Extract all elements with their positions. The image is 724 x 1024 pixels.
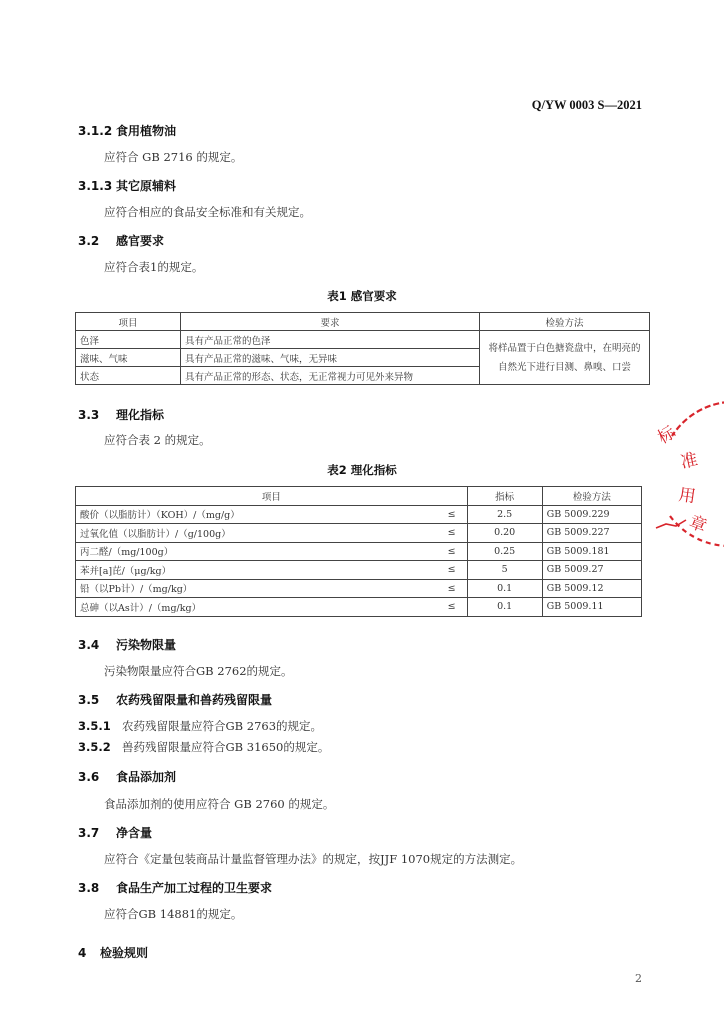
section-3-7-heading: 3.7 净含量 — [78, 826, 153, 840]
table-row — [76, 542, 642, 561]
sensory-requirements-table — [75, 312, 650, 385]
section-3-1-3-text: 应符合相应的食品安全标准和有关规定。 — [104, 205, 311, 219]
table-cell-operator: ≤ — [437, 579, 468, 598]
table-cell-item: 苯并[a]芘/（μg/kg） — [76, 561, 437, 580]
table-cell-method: GB 5009.11 — [542, 598, 641, 617]
page-number: 2 — [635, 972, 642, 985]
table-cell-item: 铅（以Pb计）/（mg/kg） — [76, 579, 437, 598]
table-cell-requirement: 具有产品正常的色泽 — [181, 331, 480, 349]
table-header-row — [76, 487, 642, 506]
section-3-4-heading: 3.4 污染物限量 — [78, 638, 177, 652]
table-cell-operator: ≤ — [437, 524, 468, 543]
stamp-char: 用 — [677, 485, 697, 508]
table-cell-item: 状态 — [76, 367, 181, 385]
section-3-4-text: 污染物限量应符合GB 2762的规定。 — [104, 664, 293, 678]
table-cell-operator: ≤ — [437, 561, 468, 580]
stamp-char: 标 — [654, 422, 680, 449]
table-header-row — [76, 313, 650, 331]
table-cell-operator: ≤ — [437, 505, 468, 524]
section-3-1-2-heading: 3.1.2 食用植物油 — [78, 124, 177, 138]
table-cell-value: 0.1 — [467, 579, 542, 598]
table2-caption: 表2 理化指标 — [327, 463, 397, 477]
section-3-1-3-heading: 3.1.3 其它原辅料 — [78, 179, 177, 193]
table-cell-value: 0.1 — [467, 598, 542, 617]
table-row — [76, 579, 642, 598]
table-cell-requirement: 具有产品正常的形态、状态，无正常视力可见外来异物 — [181, 367, 480, 385]
table-cell-item: 酸价（以脂肪计）（KOH）/（mg/g） — [76, 505, 437, 524]
table-cell-value: 5 — [467, 561, 542, 580]
table-cell-requirement: 具有产品正常的滋味、气味，无异味 — [181, 349, 480, 367]
table-row — [76, 524, 642, 543]
table-row — [76, 561, 642, 580]
section-3-8-heading: 3.8 食品生产加工过程的卫生要求 — [78, 881, 273, 895]
table-header: 指标 — [467, 487, 542, 506]
section-3-7-text: 应符合《定量包装商品计量监督管理办法》的规定，按JJF 1070规定的方法测定。 — [104, 852, 523, 866]
table-cell-value: 0.20 — [467, 524, 542, 543]
table-cell-item: 过氧化值（以脂肪计）/（g/100g） — [76, 524, 437, 543]
table-cell-value: 2.5 — [467, 505, 542, 524]
section-3-2-heading: 3.2 感官要求 — [78, 234, 165, 248]
table-cell-method: 将样品置于白色搪瓷盘中，在明亮的自然光下进行目测、鼻嗅、口尝 — [480, 331, 650, 385]
table-row — [76, 331, 650, 349]
stamp-char: 章 — [686, 512, 710, 538]
table-cell-operator: ≤ — [437, 542, 468, 561]
table-header: 项目 — [76, 487, 468, 506]
table-cell-item: 色泽 — [76, 331, 181, 349]
table-header: 要求 — [181, 313, 480, 331]
section-3-2-text: 应符合表1的规定。 — [104, 260, 204, 274]
table-row — [76, 598, 642, 617]
section-3-3-heading: 3.3 理化指标 — [78, 408, 165, 422]
table-cell-value: 0.25 — [467, 542, 542, 561]
section-3-1-2-text: 应符合 GB 2716 的规定。 — [104, 150, 243, 164]
section-3-3-text: 应符合表 2 的规定。 — [104, 433, 211, 447]
section-3-8-text: 应符合GB 14881的规定。 — [104, 907, 243, 921]
table-cell-item: 丙二醛/（mg/100g） — [76, 542, 437, 561]
section-3-5-2: 3.5.2 兽药残留限量应符合GB 31650的规定。 — [78, 740, 330, 754]
table-cell-method: GB 5009.12 — [542, 579, 641, 598]
physicochemical-table — [75, 486, 642, 617]
table-cell-item: 总砷（以As计）/（mg/kg） — [76, 598, 437, 617]
section-3-6-heading: 3.6 食品添加剂 — [78, 770, 177, 784]
table-cell-method: GB 5009.181 — [542, 542, 641, 561]
standard-code: Q/YW 0003 S—2021 — [531, 98, 642, 112]
table-cell-method: GB 5009.229 — [542, 505, 641, 524]
red-seal-stamp — [648, 396, 724, 556]
section-3-5-1: 3.5.1 农药残留限量应符合GB 2763的规定。 — [78, 719, 323, 733]
table-cell-method: GB 5009.27 — [542, 561, 641, 580]
table-header: 项目 — [76, 313, 181, 331]
table-cell-method: GB 5009.227 — [542, 524, 641, 543]
table1-caption: 表1 感官要求 — [327, 289, 397, 303]
section-4-heading: 4 检验规则 — [78, 946, 149, 960]
stamp-char: 准 — [678, 449, 700, 473]
table-row — [76, 505, 642, 524]
table-cell-operator: ≤ — [437, 598, 468, 617]
section-3-5-heading: 3.5 农药残留限量和兽药残留限量 — [78, 693, 273, 707]
section-3-6-text: 食品添加剂的使用应符合 GB 2760 的规定。 — [104, 797, 335, 811]
table-cell-item: 滋味、气味 — [76, 349, 181, 367]
table-header: 检验方法 — [480, 313, 650, 331]
table-header: 检验方法 — [542, 487, 641, 506]
